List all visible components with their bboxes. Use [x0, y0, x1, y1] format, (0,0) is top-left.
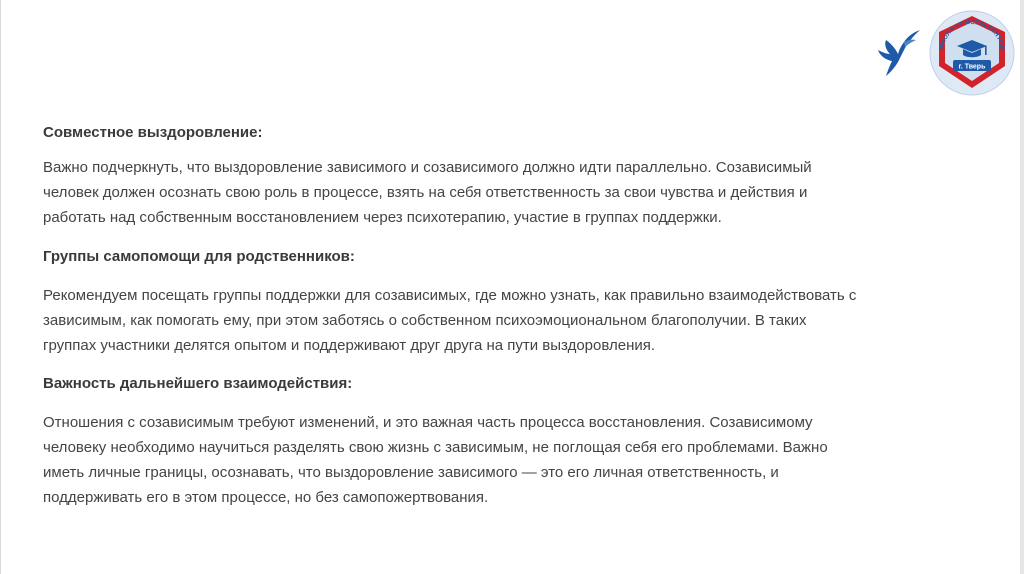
paragraph-joint-recovery	[43, 155, 988, 230]
text-line: Рекомендуем посещать группы поддержки для созависимых, где можно узнать, как правильно взаимодействовать с	[43, 287, 857, 304]
heading-self-help-groups: Группы самопомощи для родственников:	[43, 248, 355, 265]
paragraph-further-interaction	[43, 410, 988, 510]
slide-right-border	[1020, 0, 1024, 574]
school-seal-logo	[929, 10, 1015, 96]
text-line: человек должен осознать свою роль в процессе, взять на себя ответственность за свои чувства и действия и	[43, 184, 808, 201]
slide-content	[43, 120, 988, 510]
heading-further-interaction: Важность дальнейшего взаимодействия:	[43, 375, 353, 392]
text-line: Важно подчеркнуть, что выздоровление зависимого и созависимого должно идти параллельно. Созависимый	[43, 159, 812, 176]
text-line: поддерживать его в этом процессе, но без самопожертвования.	[43, 489, 489, 506]
text-line: группах участники делятся опытом и поддерживают друг друга на пути выздоровления.	[43, 337, 656, 354]
heading-joint-recovery: Совместное выздоровление:	[43, 124, 263, 141]
text-line: иметь личные границы, осознавать, что выздоровление зависимого — это его личная ответственность, и	[43, 464, 779, 481]
text-line: зависимым, как помогать ему, при этом заботясь о собственном психоэмоциональном благополучии. В таких	[43, 312, 807, 329]
text-line: Отношения с созависимым требуют изменений, и это важная часть процесса восстановления. Созависимому	[43, 414, 813, 431]
slide-left-border	[0, 0, 1, 574]
text-line: человеку необходимо научиться разделять свою жизнь с зависимым, не поглощая себя его проблемами. Важно	[43, 439, 828, 456]
paragraph-self-help-groups	[43, 283, 988, 358]
seal-top-text: ШКОЛА КОНСУЛЬТАНТОВ	[938, 18, 1006, 51]
text-line: работать над собственным восстановлением через психотерапию, участие в группах поддержки.	[43, 209, 722, 226]
hummingbird-icon	[874, 28, 922, 80]
seal-city: г. Тверь	[958, 63, 986, 71]
